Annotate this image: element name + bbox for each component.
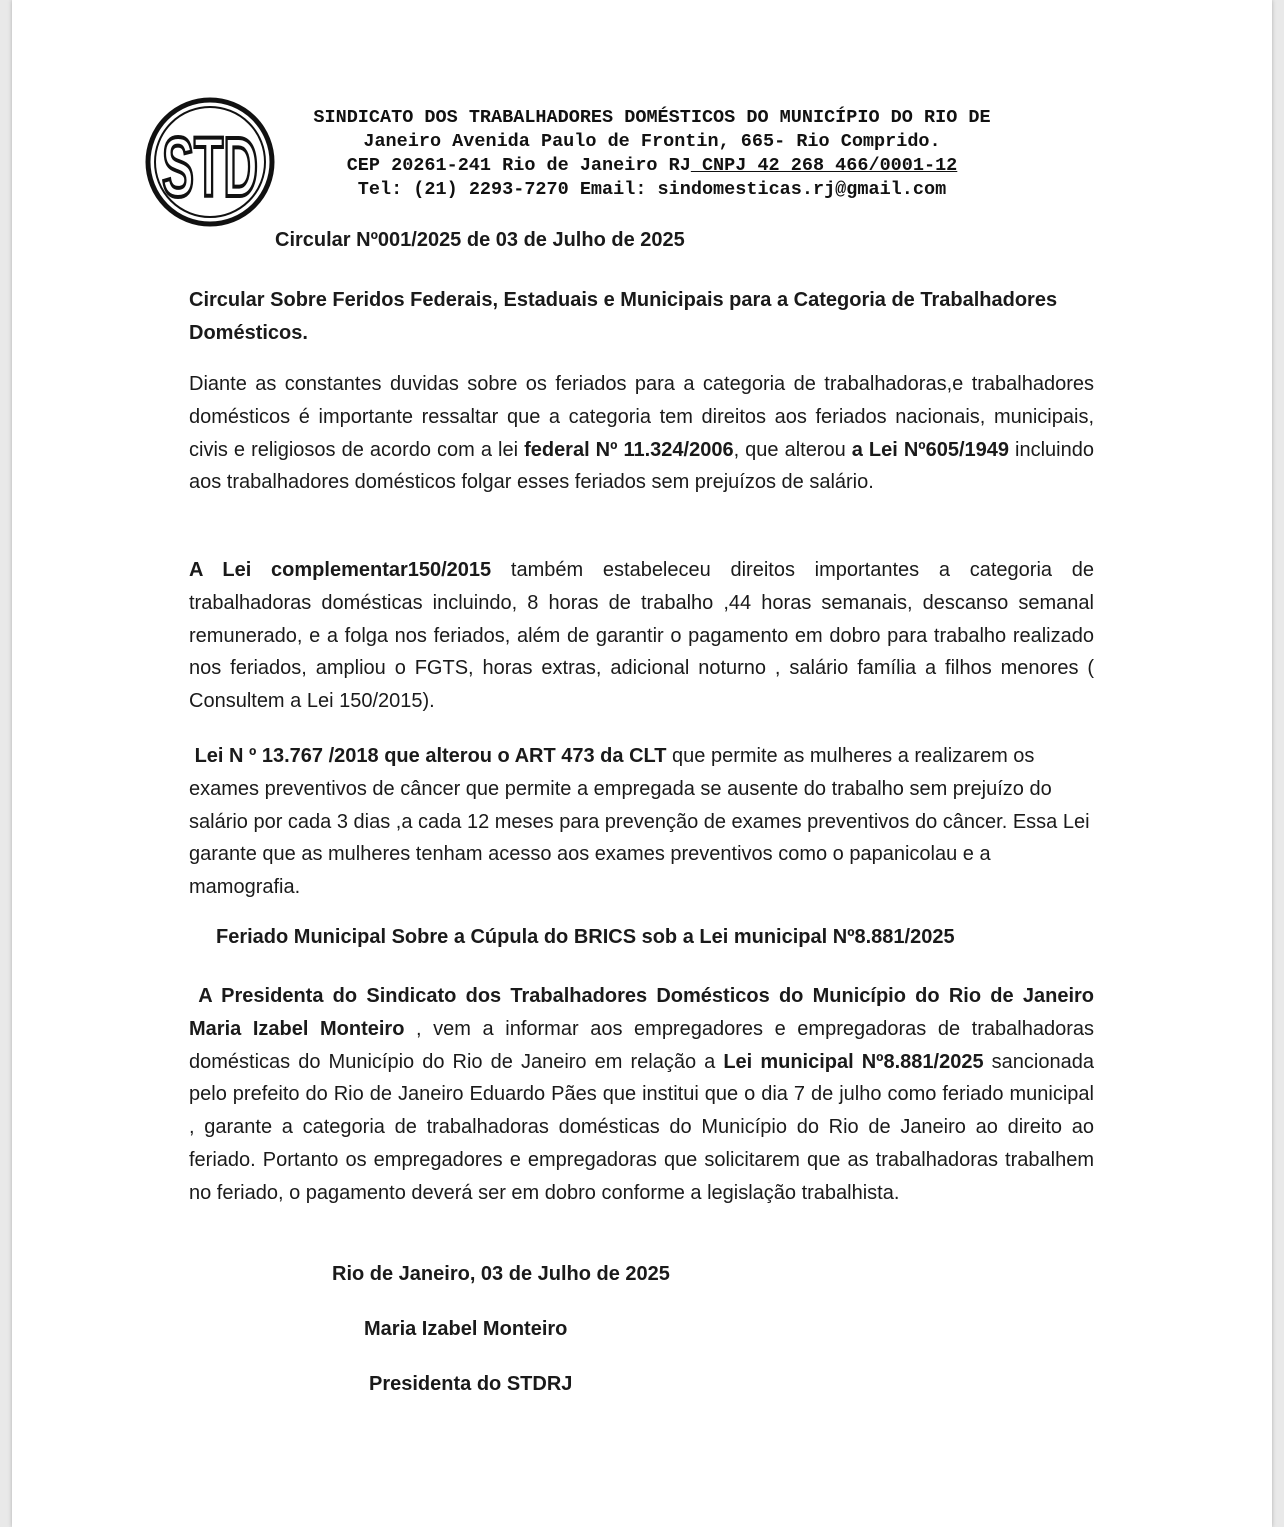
paragraph-clt-473 bbox=[189, 740, 1094, 904]
p1-bold-law: federal Nº 11.324/2006 bbox=[524, 438, 734, 461]
paragraph-presidenta bbox=[189, 980, 1094, 1210]
p2-text: também estabeleceu direitos importantes a categoria de trabalhadoras domésticas incluindo, 8 horas de trabalho ,44 horas semanais, descanso semanal remunerado, e a folga nos feriados, além de garantir o pagamento em dobro para trabalho realizado nos feriados, ampliou o FGTS, horas extras, adicional noturno , salário família a filhos menores ( Consultem a Lei 150/2015). bbox=[189, 559, 1094, 713]
p1-text-a: Diante as constantes duvidas sobre os feriados para a categoria de trabalhadoras,e trabalhadores domésticos é importante ressaltar que a categoria tem direitos aos feriados nacionais, municipais, civis e religiosos de acordo com a lei bbox=[189, 373, 1094, 461]
letterhead-line-2: Janeiro Avenida Paulo de Frontin, 665- Rio Comprido. bbox=[363, 131, 941, 152]
paragraph-lei-complementar bbox=[189, 554, 1094, 718]
p1-text-e: incluindo aos trabalhadores domésticos folgar esses feriados sem prejuízos de salário. bbox=[189, 438, 1094, 494]
feriado-title: Feriado Municipal Sobre a Cúpula do BRICS sob a Lei municipal Nº8.881/2025 bbox=[216, 926, 955, 948]
circular-subject: Circular Sobre Feridos Federais, Estaduais e Municipais para a Categoria de Trabalhadores Domésticos. bbox=[189, 289, 1058, 344]
p3-bold-law: Lei N º 13.767 /2018 que alterou o ART 473 da CLT bbox=[194, 745, 667, 767]
document-page bbox=[12, 0, 1272, 1527]
letterhead-line-4: Tel: (21) 2293-7270 Email: sindomesticas.rj@gmail.com bbox=[357, 179, 947, 200]
place-date: Rio de Janeiro, 03 de Julho de 2025 bbox=[332, 1263, 670, 1285]
p4-text-b: , vem a informar aos empregadores e empregadoras de trabalhadoras domésticas do Município do Rio de Janeiro em relação a bbox=[189, 1017, 1094, 1073]
paragraph-feriados bbox=[189, 368, 1094, 499]
p4-bold-presidenta: A Presidenta do Sindicato dos Trabalhadores Domésticos do Município do Rio de Janeiro Maria Izabel Monteiro bbox=[189, 985, 1095, 1040]
signatory-role: Presidenta do STDRJ bbox=[369, 1373, 573, 1395]
letterhead-cnpj: CNPJ 42 268 466/0001-12 bbox=[690, 155, 958, 176]
letterhead-line-3 bbox=[252, 154, 1052, 178]
signatory-name: Maria Izabel Monteiro bbox=[364, 1318, 568, 1340]
p1-bold-law-605: a Lei Nº605/1949 bbox=[851, 438, 1009, 461]
letterhead-line-1: SINDICATO DOS TRABALHADORES DOMÉSTICOS DO MUNICÍPIO DO RIO DE bbox=[313, 107, 991, 128]
letterhead bbox=[252, 106, 1052, 202]
p1-text-c: , que alterou bbox=[733, 438, 852, 461]
p3-text: que permite as mulheres a realizarem os exames preventivos de câncer que permite a empregada se ausente do trabalho sem prejuízo do salário por cada 3 dias ,a cada 12 meses para prevenção de exames preventivos do câncer. Essa Lei garante que as mulheres tenham acesso aos exames preventivos como o papanicolau e a mamografia. bbox=[189, 745, 1090, 899]
p2-bold-law: A Lei complementar150/2015 bbox=[189, 559, 492, 581]
letterhead-cep: CEP 20261-241 Rio de Janeiro RJ bbox=[346, 155, 691, 176]
p4-bold-law: Lei municipal Nº8.881/2025 bbox=[723, 1050, 984, 1073]
circular-number: Circular Nº001/2025 de 03 de Julho de 2025 bbox=[275, 229, 685, 251]
logo-lettering: STD bbox=[162, 120, 258, 214]
p4-text-d: sancionada pelo prefeito do Rio de Janeiro Eduardo Pães que institui que o dia 7 de julho como feriado municipal , garante a categoria de trabalhadoras domésticas do Município do Rio de Janeiro ao direito ao feriado. Portanto os empregadores e empregadoras que solicitarem que as trabalhadoras trabalhem no feriado, o pagamento deverá ser em dobro conforme a legislação trabalhista. bbox=[189, 1050, 1094, 1204]
